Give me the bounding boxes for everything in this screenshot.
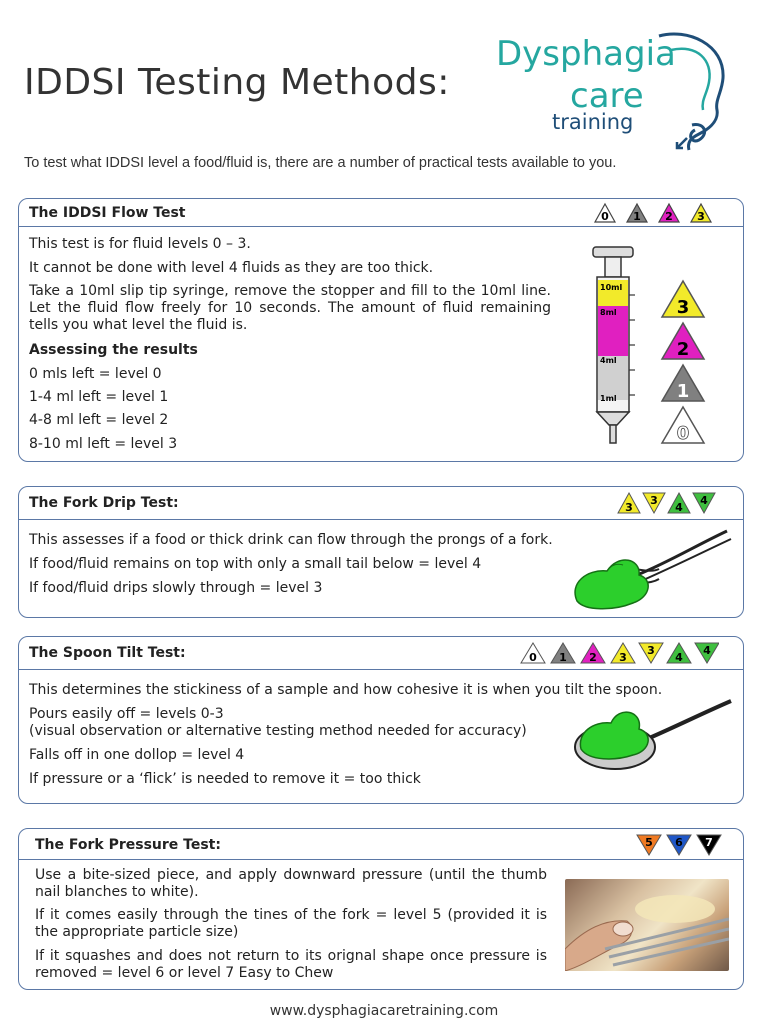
spoon-tilt-line-4: Falls off in one dollop = level 4 [29,747,245,763]
card-header [19,487,743,520]
level-4-badge [668,493,690,514]
intro-text: To test what IDDSI level a food/fluid is, there are a number of practical tests available to you. [24,155,617,171]
card-title: The Fork Pressure Test: [35,837,221,853]
svg-text:0: 0 [529,651,537,664]
card-title: The Fork Drip Test: [29,495,179,511]
card-header [19,199,743,227]
level-1-badge [627,204,647,223]
fork-pressure-line-1: Use a bite-sized piece, and apply downward pressure (until the thumb nail blanches to white). [35,867,547,900]
level-1-badge [551,643,575,664]
level-4-badge [667,643,691,664]
svg-text:8ml: 8ml [600,308,617,317]
fork-pressure-card [18,828,744,990]
thumb-on-fork-icon [565,879,729,971]
level-3-badge [691,204,711,223]
svg-text:0: 0 [676,423,690,444]
fork-pressure-line-3: If it squashes and does not return to its orignal shape once pressure is removed = level 6 or level 7 Easy to Chew [35,948,547,981]
level-0-badge [521,643,545,664]
level-7-badge [697,835,721,855]
flow-line-2: It cannot be done with level 4 fluids as they are too thick. [29,260,434,276]
level-badges-icon [593,202,717,224]
level-2-badge [659,204,679,223]
result-level-0: 0 mls left = level 0 [29,366,162,382]
svg-text:1ml: 1ml [600,394,617,403]
svg-text:3: 3 [697,210,705,223]
svg-text:3: 3 [650,494,658,507]
svg-text:4ml: 4ml [600,356,617,365]
level-3-badge [611,643,635,664]
spoon-tilt-card [18,636,744,804]
card-title: The Spoon Tilt Test: [29,645,186,661]
logo-line3: training [552,110,634,134]
svg-text:7: 7 [705,836,713,849]
card-header [19,637,743,670]
svg-text:4: 4 [675,651,683,664]
logo-line2: care [570,76,644,116]
svg-text:0: 0 [601,210,609,223]
spoon-icon [571,693,736,783]
card-title: The IDDSI Flow Test [29,205,186,221]
svg-text:6: 6 [675,836,683,849]
fork-icon [567,523,737,613]
level-0-badge [662,407,704,444]
syringe-icon [581,245,651,449]
level-4-transitional-badge [695,643,719,663]
page-title: IDDSI Testing Methods: [24,62,450,103]
svg-text:1: 1 [633,210,641,223]
level-badges-icon [617,491,717,515]
level-3-badge [662,281,704,318]
svg-text:2: 2 [665,210,673,223]
level-1-badge [662,365,704,402]
flow-test-card [18,198,744,462]
flow-line-1: This test is for fluid levels 0 – 3. [29,236,251,252]
level-5-badge [637,835,661,855]
level-2-badge [662,323,704,360]
card-header [19,829,743,860]
level-4-transitional-badge [693,493,715,513]
svg-text:4: 4 [700,494,708,507]
spoon-tilt-line-2: Pours easily off = levels 0-3 [29,706,224,722]
flow-line-3: Take a 10ml slip tip syringe, remove the stopper and fill to the 10ml line. Let the fluid flow freely for 10 seconds. The amount of fluid remaining tells you what level the fluid is. [29,283,551,333]
fork-drip-card [18,486,744,618]
svg-text:3: 3 [625,501,633,514]
fork-pressure-photo [565,879,729,971]
svg-text:5: 5 [645,836,653,849]
logo [492,30,732,155]
svg-text:10ml: 10ml [600,283,623,292]
svg-text:4: 4 [703,644,711,657]
result-level-3: 8-10 ml left = level 3 [29,436,178,452]
level-3-transitional-badge [643,493,665,513]
level-6-badge [667,835,691,855]
fork-drip-line-2: If food/fluid remains on top with only a small tail below = level 4 [29,556,482,572]
fork-drip-line-3: If food/fluid drips slowly through = level 3 [29,580,323,596]
fork-pressure-line-2: If it comes easily through the tines of the fork = level 5 (provided it is the appropriate particle size) [35,907,547,940]
svg-text:4: 4 [675,501,683,514]
level-0-badge [595,204,615,223]
svg-text:1: 1 [676,381,690,402]
level-scale-icon [659,279,707,449]
svg-text:2: 2 [589,651,597,664]
footer-url: www.dysphagiacaretraining.com [269,1003,499,1019]
result-level-1: 1-4 ml left = level 1 [29,389,169,405]
fork-drip-line-1: This assesses if a food or thick drink can flow through the prongs of a fork. [29,532,553,548]
spoon-tilt-line-1: This determines the stickiness of a sample and how cohesive it is when you tilt the spoon. [29,682,663,698]
svg-text:3: 3 [619,651,627,664]
result-level-2: 4-8 ml left = level 2 [29,412,169,428]
spoon-tilt-line-5: If pressure or a ‘flick’ is needed to remove it = too thick [29,771,421,787]
svg-text:1: 1 [559,651,567,664]
level-badges-icon [519,641,719,665]
level-3-badge [618,493,640,514]
head-profile-icon [647,30,732,155]
level-badges-icon [635,833,725,857]
level-2-badge [581,643,605,664]
spoon-tilt-line-3: (visual observation or alternative testing method needed for accuracy) [29,723,527,739]
level-3-transitional-badge [639,643,663,663]
svg-text:2: 2 [676,339,690,360]
results-heading: Assessing the results [29,342,198,358]
logo-line1: Dysphagia [496,34,676,74]
svg-text:3: 3 [647,644,655,657]
svg-text:3: 3 [676,297,690,318]
